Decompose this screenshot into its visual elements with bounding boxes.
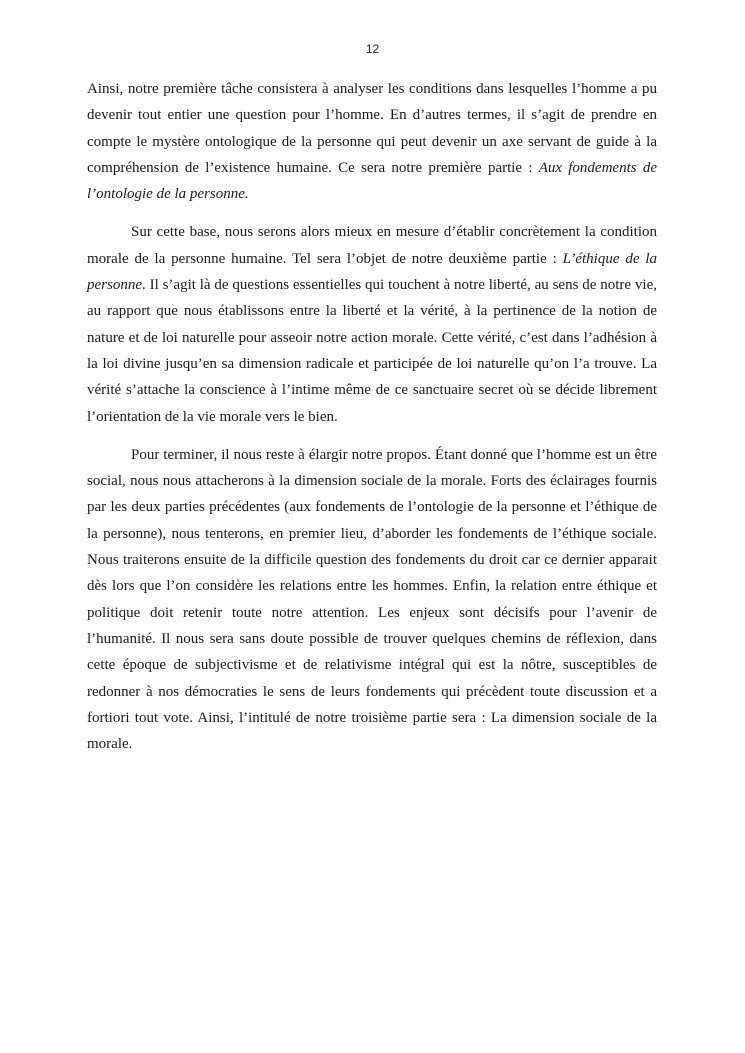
paragraph-text: . Il s’agit là de questions essentielles qui touchent à notre liberté, au sens de notre vie, au rapport que nous établissons entre la liberté et la vérité, à la pertinence de la notion de nature et de loi naturelle pour asseoir notre action morale. Cette vérité, c’est dans l’adhésion à la loi divine jusqu’en sa dimension radicale et participée de loi naturelle qu’on l’a trouve. La vérité s’attache la conscience à l’intime même de ce sanctuaire secret où se décide librement l’orientation de la vie morale vers le bien.	[87, 277, 657, 425]
paragraph-ethics	[87, 219, 657, 429]
paragraph-text: Sur cette base, nous serons alors mieux en mesure d’établir concrètement la condition morale de la personne humaine. Tel sera l’objet de notre deuxième partie :	[87, 224, 657, 267]
paragraph-text: Ainsi, notre première tâche consistera à analyser les conditions dans lesquelles l’homme a pu devenir tout entier une question pour l’homme. En d’autres termes, il s’agit de prendre en compte le mystère ontologique de la personne qui peut devenir un axe servant de guide à la compréhension de l’existence humaine. Ce sera notre première partie :	[87, 81, 657, 176]
part-two-title: L’éthique de la personne	[87, 250, 657, 294]
page-number: 12	[365, 42, 380, 56]
part-one-title: Aux fondements de l’ontologie de la personne.	[87, 159, 657, 203]
paragraph-social	[87, 442, 657, 758]
body-text	[87, 76, 657, 769]
paragraph-intro	[87, 76, 657, 207]
paragraph-text: Pour terminer, il nous reste à élargir notre propos. Étant donné que l’homme est un être social, nous nous attacherons à la dimension sociale de la morale. Forts des éclairages fournis par les deux parties précédentes (aux fondements de l’ontologie de la personne et l’éthique de la personne), nous tenterons, en premier lieu, d’aborder les fondements de l’éthique sociale. Nous traiterons ensuite de la difficile question des fondements du droit car ce dernier apparait dès lors que l’on considère les relations entre les hommes. Enfin, la relation entre éthique et politique doit retenir toute notre attention. Les enjeux sont décisifs pour l’avenir de l’humanité. Il nous sera sans doute possible de trouver quelques chemins de réflexion, dans cette époque de subjectivisme et de relativisme intégral qui est la nôtre, susceptibles de redonner à nos démocraties le sens de leurs fondements qui précèdent toute discussion et a fortiori tout vote. Ainsi, l’intitulé de notre troisième partie sera : La dimension sociale de la morale.	[87, 446, 657, 753]
